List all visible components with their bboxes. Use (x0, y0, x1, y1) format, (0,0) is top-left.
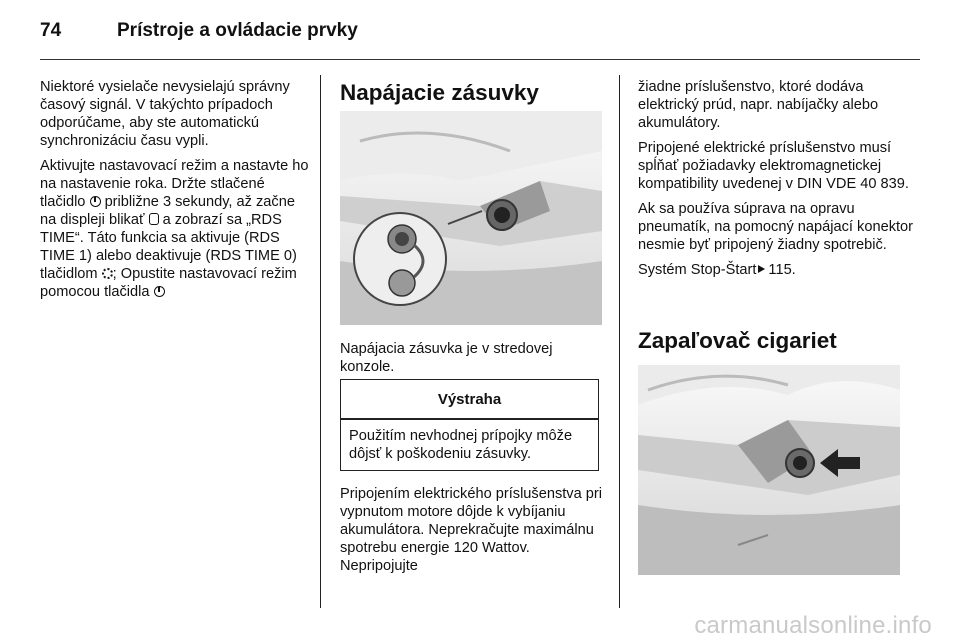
paragraph-time-signal: Niektoré vysielače nevysielajú správny časový signál. V takýchto prípadoch odporúčame, aby ste automatickú synchronizáciu času vypli. (40, 79, 290, 149)
warning-divider (341, 418, 598, 420)
cross-reference-stop-start (638, 261, 920, 279)
paragraph-text: približne 3 sekundy, až začne na displeji blikať (40, 194, 295, 228)
power-button-icon (90, 196, 101, 207)
settings-button-icon (102, 268, 113, 279)
paragraph-text: Aktivujte nastavovací režim a nastavte ho na nastavenie roka. Držte stlačené tlačidlo (40, 158, 309, 210)
paragraph-emc-requirements: Pripojené elektrické príslušenstvo musí spĺňať požiadavky elektromagnetickej kompatibility uvedenej v DIN VDE 40 839. (638, 140, 909, 192)
column-middle (340, 80, 602, 106)
page-title: Prístroje a ovládacie prvky (117, 20, 358, 41)
column-right (638, 78, 920, 286)
column-divider-right (619, 75, 620, 608)
page-reference-arrow-icon (758, 265, 765, 273)
warning-text: Použitím nevhodnej prípojky môže dôjsť k poškodeniu zásuvky. (349, 428, 573, 462)
paragraph-setup-mode (40, 157, 312, 301)
page-number: 74 (40, 20, 62, 41)
paragraph-text: a zobrazí sa „RDS TIME“. Táto funkcia sa aktivuje (RDS TIME 1) alebo deaktivuje (RDS TIME 0) tlačidlom (40, 212, 297, 282)
column-middle-lower (340, 485, 602, 582)
heading-block (638, 328, 920, 354)
clock-symbol-icon (149, 213, 159, 225)
warning-box (340, 379, 599, 471)
paragraph-tire-repair: Ak sa používa súprava na opravu pneumatík, na pomocný napájací konektor nesmie byť pripojený žiadny spotrebič. (638, 201, 914, 253)
paragraph-text: ; Opustite nastavovací režim pomocou tlačidla (40, 266, 297, 300)
watermark: carmanualsonline.info (694, 612, 932, 639)
power-outlet-photo (340, 111, 602, 325)
paragraph-no-accessories: žiadne príslušenstvo, ktoré dodáva elektrický prúd, napr. nabíjačky alebo akumulátory. (638, 79, 879, 131)
paragraph-accessories-power: Pripojením elektrického príslušenstva pri vypnutom motore dôjde k vybíjaniu akumulátora. Neprekračujte maximálnu spotrebu energie 120 Wattov. Nepripojujte (340, 486, 602, 574)
header-divider (40, 59, 920, 60)
section-heading-cigarette-lighter: Zapaľovač cigariet (638, 328, 837, 353)
column-divider-left (320, 75, 321, 608)
power-button-icon (154, 286, 165, 297)
warning-title: Výstraha (437, 391, 502, 408)
section-heading-power-outlets: Napájacie zásuvky (340, 80, 539, 105)
page-header (40, 20, 920, 60)
reference-text: Systém Stop-Štart (638, 262, 757, 278)
cigarette-lighter-photo (638, 365, 900, 575)
caption-power-outlet-location: Napájacia zásuvka je v stredovej konzole. (340, 341, 553, 375)
caption-block (340, 340, 602, 383)
reference-page: 115. (768, 262, 796, 278)
column-left (40, 78, 312, 308)
